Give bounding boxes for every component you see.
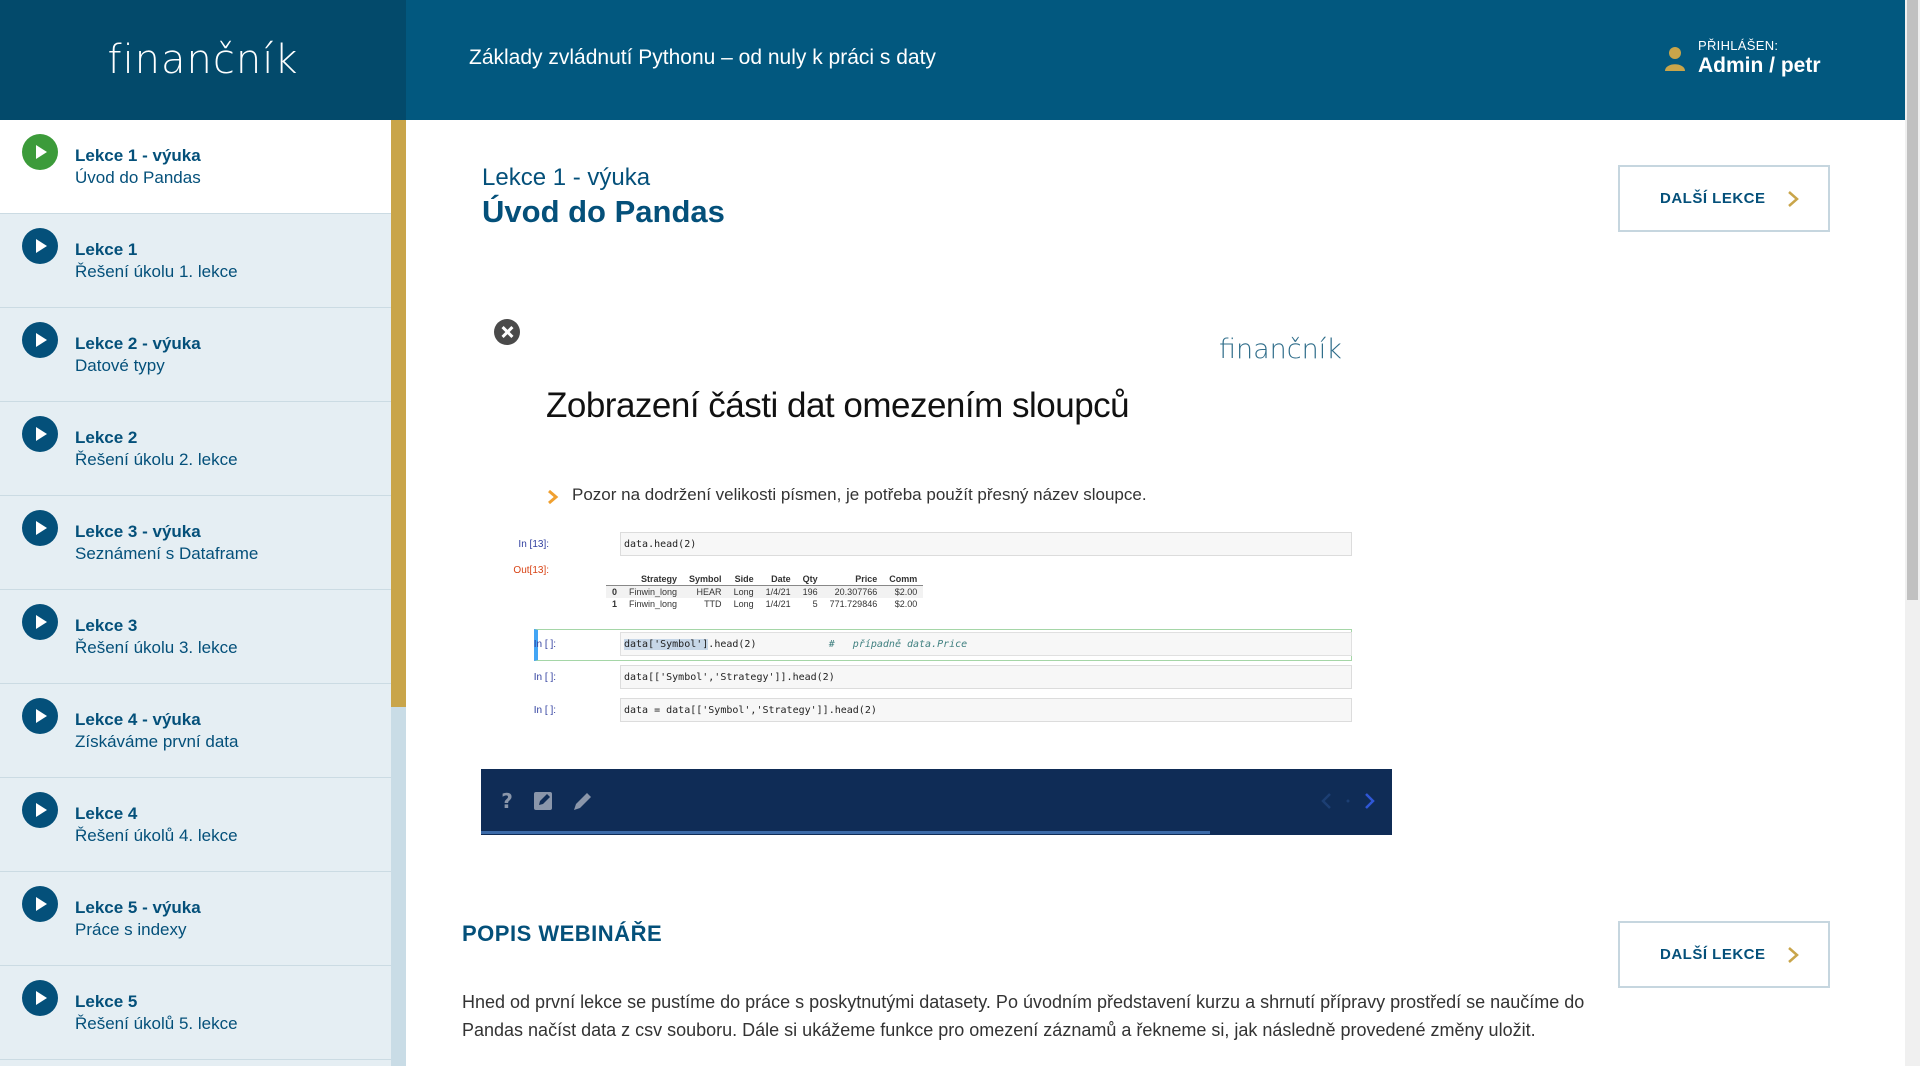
code-text: .head(2): [708, 639, 757, 650]
sidebar-item-lesson[interactable]: [0, 402, 391, 496]
table-cell: $2.00: [883, 586, 923, 599]
sidebar-item-lesson[interactable]: [0, 214, 391, 308]
code-cell[interactable]: [620, 698, 1352, 722]
header: [0, 0, 1905, 120]
table-cell: 771.729846: [829, 599, 878, 609]
lesson-kicker: Lekce 1 - výuka: [482, 164, 651, 191]
slide-logo-text: finančník: [1219, 334, 1342, 365]
table-header: Comm: [883, 573, 923, 586]
table-cell: Finwin_long: [623, 586, 683, 599]
cell-prompt: In [ ]:: [533, 639, 556, 650]
page-scrollbar-thumb[interactable]: [1907, 0, 1918, 600]
sidebar-item-title: Lekce 3 - výuka: [75, 522, 201, 541]
sidebar-item-lesson[interactable]: [0, 308, 391, 402]
sidebar-scrollbar-thumb[interactable]: [391, 120, 406, 707]
sidebar-item-title: Lekce 1: [75, 240, 138, 259]
table-row: [606, 598, 923, 610]
logo-text: finančník: [107, 37, 299, 83]
play-icon: [22, 510, 58, 546]
play-icon: [22, 228, 58, 264]
course-title: Základy zvládnutí Pythonu – od nuly k práci s daty: [469, 46, 936, 69]
slide-progress-bar: [481, 831, 1210, 834]
play-icon: [22, 322, 58, 358]
slide-logo: [1219, 334, 1342, 365]
play-icon: [22, 416, 58, 452]
play-icon: [22, 792, 58, 828]
sidebar-item-lesson[interactable]: [0, 590, 391, 684]
sidebar-item-subtitle: Získáváme první data: [75, 732, 239, 751]
code-cell-selected[interactable]: [620, 632, 1352, 656]
sidebar-item-title: Lekce 5 - výuka: [75, 898, 201, 917]
user-text: [1698, 38, 1821, 78]
sidebar-item-title: Lekce 2: [75, 428, 138, 447]
svg-text:?: ?: [501, 789, 513, 813]
sidebar-item-lesson[interactable]: [0, 120, 391, 214]
code-text: data.head(2): [624, 539, 697, 550]
output-prompt: Out[13]:: [513, 565, 549, 576]
table-cell: 1: [612, 599, 618, 609]
page-scrollbar[interactable]: [1905, 0, 1920, 1066]
table-cell: 20.307766: [824, 586, 884, 599]
slide-navigation[interactable]: [1318, 789, 1378, 813]
play-icon: [22, 886, 58, 922]
sidebar-item-subtitle: Práce s indexy: [75, 920, 187, 939]
sidebar-item-lesson[interactable]: [0, 684, 391, 778]
sidebar-item-title: Lekce 5: [75, 992, 138, 1011]
sidebar-item-title: Lekce 1 - výuka: [75, 146, 201, 165]
help-icon[interactable]: [495, 789, 519, 813]
play-icon: [22, 980, 58, 1016]
table-cell: 196: [797, 586, 824, 599]
chevron-right-icon: [1786, 945, 1800, 965]
sidebar-item-subtitle: Řešení úkolu 1. lekce: [75, 262, 238, 281]
sidebar-item-subtitle: Datové typy: [75, 356, 165, 375]
play-icon: [22, 604, 58, 640]
table-header: Side: [728, 573, 760, 586]
sidebar-item-subtitle: Seznámení s Dataframe: [75, 544, 259, 563]
user-name: Admin / petr: [1698, 54, 1821, 77]
table-cell: HEAR: [683, 586, 728, 599]
sidebar-item-title: Lekce 3: [75, 616, 138, 635]
code-cell[interactable]: [620, 532, 1352, 556]
table-cell: 5: [812, 599, 818, 609]
table-cell: 1/4/21: [760, 586, 797, 599]
sidebar-item-subtitle: Řešení úkolu 3. lekce: [75, 638, 238, 657]
code-text: data[['Symbol','Strategy']].head(2): [624, 672, 835, 683]
sidebar-item-lesson[interactable]: [0, 966, 391, 1060]
code-text: data = data[['Symbol','Strategy']].head(2): [624, 705, 877, 716]
play-icon: [22, 698, 58, 734]
cell-prompt: In [ ]:: [533, 672, 556, 683]
next-lesson-label: DALŠÍ LEKCE: [1660, 946, 1766, 963]
sidebar-item-lesson[interactable]: [0, 496, 391, 590]
next-lesson-label: DALŠÍ LEKCE: [1660, 190, 1766, 207]
table-cell: $2.00: [894, 599, 918, 609]
user-info[interactable]: [1664, 38, 1821, 78]
code-text-highlight: data['Symbol']: [624, 639, 709, 650]
sidebar-item-subtitle: Úvod do Pandas: [75, 168, 201, 187]
user-label: PŘIHLÁŠEN:: [1698, 38, 1779, 53]
table-header: Qty: [797, 573, 824, 586]
code-cell[interactable]: [620, 665, 1352, 689]
sidebar-item-lesson[interactable]: [0, 872, 391, 966]
table-header: Date: [760, 573, 797, 586]
sidebar-item-subtitle: Řešení úkolů 4. lekce: [75, 826, 238, 845]
slide-bullet: [546, 484, 1147, 506]
chevron-right-icon: [546, 488, 560, 506]
page-title: Úvod do Pandas: [482, 194, 725, 229]
table-cell: 0: [606, 586, 623, 599]
next-lesson-button-bottom[interactable]: [1618, 921, 1830, 988]
table-cell: TTD: [704, 599, 722, 609]
table-cell: 1/4/21: [765, 599, 791, 609]
table-cell: Finwin_long: [629, 599, 678, 609]
section-title: POPIS WEBINÁŘE: [462, 921, 663, 946]
slide-toolbar: [481, 769, 1392, 835]
next-lesson-button[interactable]: [1618, 165, 1830, 232]
edit-icon[interactable]: [532, 789, 556, 813]
table-header: [606, 573, 623, 586]
table-header: Symbol: [683, 573, 728, 586]
lesson-slide[interactable]: [481, 303, 1392, 813]
lesson-sidebar: [0, 120, 391, 1066]
sidebar-item-title: Lekce 4 - výuka: [75, 710, 201, 729]
slide-heading: Zobrazení části dat omezením sloupců: [546, 386, 1130, 425]
cell-prompt: In [ ]:: [533, 705, 556, 716]
play-icon: [22, 134, 58, 170]
slide-bullet-text: Pozor na dodržení velikosti písmen, je potřeba použít přesný název sloupce.: [572, 485, 1147, 504]
dataframe-output: [606, 573, 923, 610]
table-cell: Long: [733, 599, 754, 609]
table-cell: Long: [728, 586, 760, 599]
sidebar-item-title: Lekce 2 - výuka: [75, 334, 201, 353]
table-header: Price: [824, 573, 884, 586]
table-header: Strategy: [623, 573, 683, 586]
code-comment: # případně data.Price: [828, 639, 968, 650]
cell-prompt: In [13]:: [518, 539, 549, 550]
logo[interactable]: [0, 0, 406, 120]
user-icon: [1664, 46, 1686, 72]
table-row: [606, 586, 923, 599]
close-icon[interactable]: [494, 319, 520, 345]
sidebar-item-subtitle: Řešení úkolů 5. lekce: [75, 1014, 238, 1033]
section-description: Hned od první lekce se pustíme do práce s poskytnutými datasety. Po úvodním představení kurzu a shrnutí přípravy prostředí se naučíme do Pandas načíst data z csv souboru. Dále si ukážeme funkce pro omezení záznamů a řekneme si, jak následně provedené změny uložit.: [462, 992, 1585, 1040]
chevron-right-icon: [1786, 189, 1800, 209]
sidebar-item-lesson[interactable]: [0, 778, 391, 872]
sidebar-item-subtitle: Řešení úkolu 2. lekce: [75, 450, 238, 469]
pencil-icon[interactable]: [571, 789, 595, 813]
sidebar-item-title: Lekce 4: [75, 804, 138, 823]
